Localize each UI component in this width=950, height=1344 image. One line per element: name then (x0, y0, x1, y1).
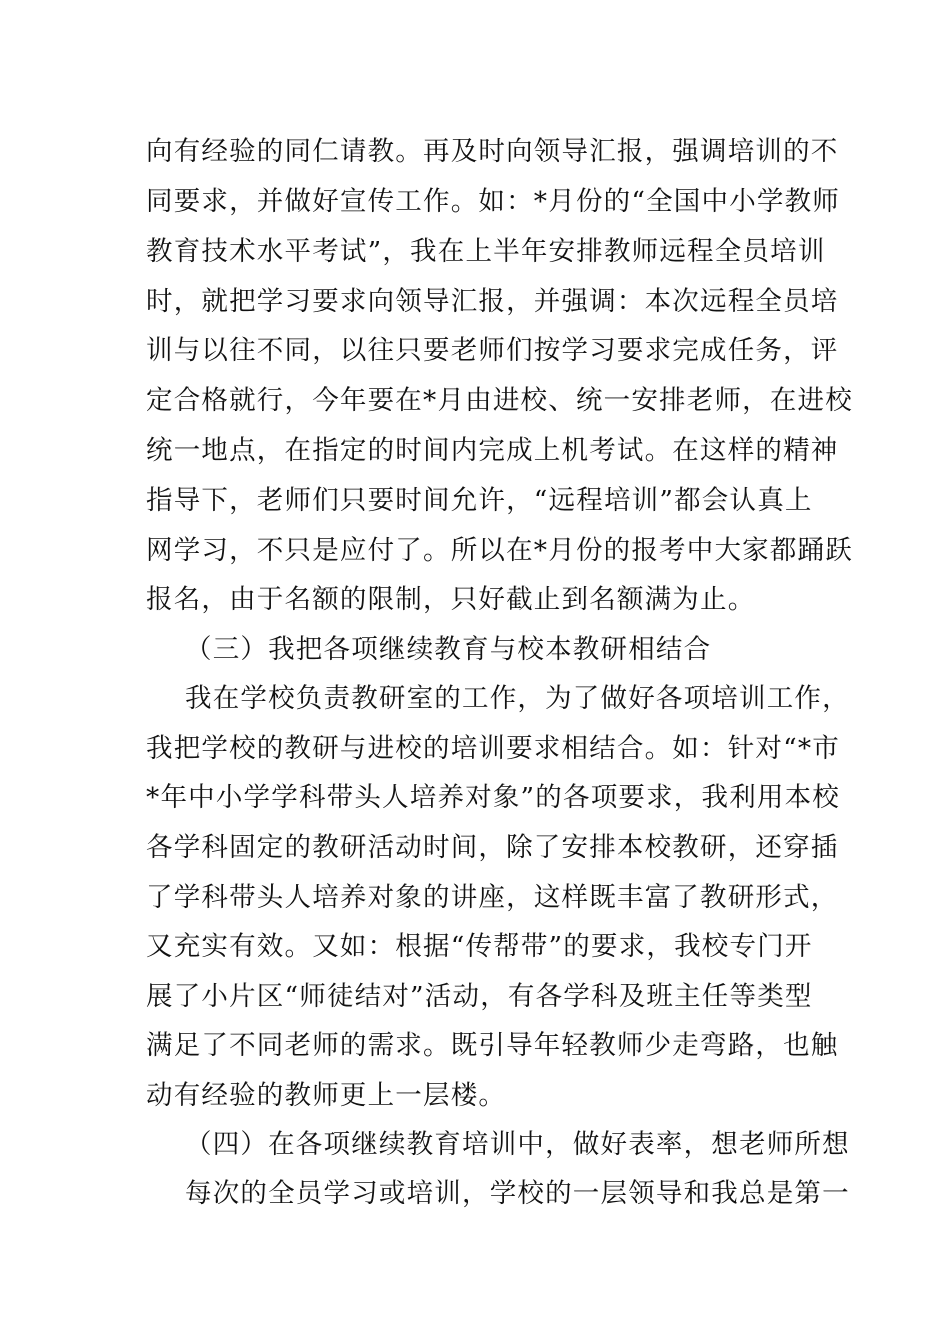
text-line: 展了小片区“师徒结对”活动，有各学科及班主任等类型 (146, 981, 813, 1012)
text-line: 时，就把学习要求向领导汇报，并强调：本次远程全员培 (146, 286, 839, 317)
text-line: 统一地点，在指定的时间内完成上机考试。在这样的精神 (146, 435, 839, 466)
text-line: 动有经验的教师更上一层楼。 (146, 1080, 507, 1111)
section-heading: （四）在各项继续教育培训中，做好表率，想老师所想 (185, 1129, 850, 1160)
text-line: 训与以往不同，以往只要老师们按学习要求完成任务，评 (146, 335, 839, 366)
text-line: 满足了不同老师的需求。既引导年轻教师少走弯路，也触 (146, 1030, 839, 1061)
text-line: 同要求，并做好宣传工作。如：*月份的“全国中小学教师 (146, 186, 840, 217)
text-line: 网学习，不只是应付了。所以在*月份的报考中大家都踊跃 (146, 535, 853, 566)
text-line: 定合格就行，今年要在*月由进校、统一安排老师，在进校 (146, 385, 853, 416)
text-line: 我在学校负责教研室的工作，为了做好各项培训工作， (185, 683, 850, 714)
section-heading: （三）我把各项继续教育与校本教研相结合 (185, 634, 712, 665)
text-line: 指导下，老师们只要时间允许，“远程培训”都会认真上 (146, 485, 813, 516)
text-line: 报名，由于名额的限制，只好截止到名额满为止。 (146, 584, 756, 615)
text-line: 了学科带头人培养对象的讲座，这样既丰富了教研形式， (146, 882, 839, 913)
text-line: 我把学校的教研与进校的培训要求相结合。如：针对“*市 (146, 733, 840, 764)
text-line: 向有经验的同仁请教。再及时向领导汇报，强调培训的不 (146, 136, 839, 167)
text-line: 教育技术水平考试”，我在上半年安排教师远程全员培训 (146, 236, 826, 267)
text-line: 又充实有效。又如：根据“传帮带”的要求，我校专门开 (146, 931, 813, 962)
text-line: 各学科固定的教研活动时间，除了安排本校教研，还穿插 (146, 832, 839, 863)
text-line: 每次的全员学习或培训，学校的一层领导和我总是第一 (185, 1178, 850, 1209)
text-line: *年中小学学科带头人培养对象”的各项要求，我利用本校 (146, 782, 840, 813)
